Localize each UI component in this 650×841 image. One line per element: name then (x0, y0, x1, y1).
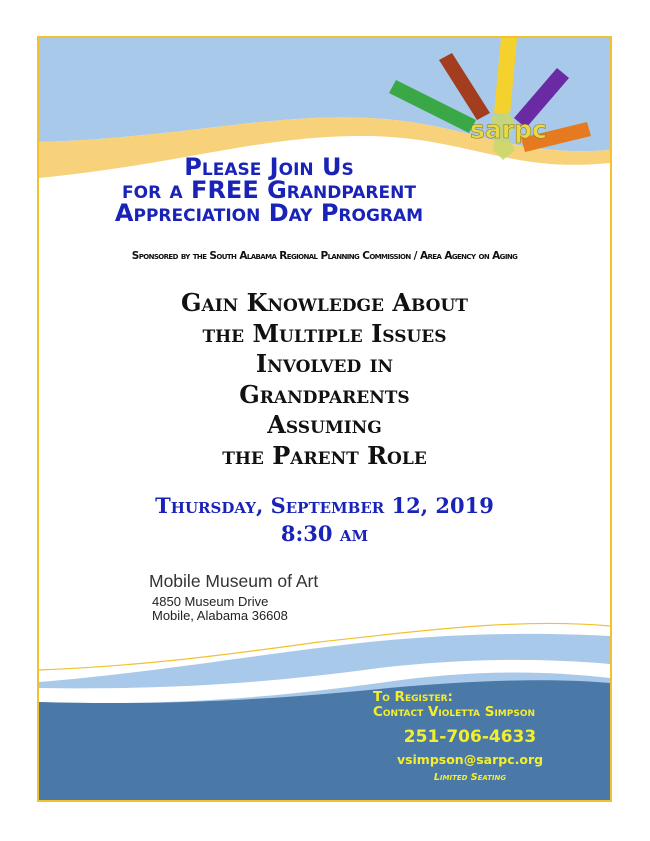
topic-line: Gain Knowledge About (181, 288, 468, 317)
register-heading: To Register: (373, 689, 453, 705)
topic-line: Grandparents (239, 379, 410, 409)
event-time: 8:30 am (280, 521, 369, 546)
invite-line: for a FREE Grandparent (122, 176, 416, 204)
limited-seating-note: Limited Seating (433, 772, 507, 783)
invite-headline (39, 153, 499, 227)
sarpc-logo: sarpc (470, 115, 547, 144)
register-email[interactable]: vsimpson@sarpc.org (396, 752, 544, 767)
topic-block (39, 288, 610, 471)
register-contact: Contact Violetta Simpson (373, 704, 536, 720)
invite-line: Please Join Us (184, 153, 354, 181)
topic-line: the Parent Role (222, 440, 427, 470)
venue-city: Mobile, Alabama 36608 (152, 608, 288, 623)
event-datetime (39, 492, 610, 548)
register-heading-block (373, 690, 535, 720)
sponsor-line: Sponsored by the South Alabama Regional Planning Commission / Area Agency on Aging (131, 250, 518, 262)
topic-line: Assuming (267, 410, 382, 439)
event-date: Thursday, September 12, 2019 (155, 493, 494, 518)
flyer (37, 36, 612, 802)
venue-street: 4850 Museum Drive (152, 594, 269, 609)
invite-line: Appreciation Day Program (114, 199, 424, 227)
topic-line: the Multiple Issues (202, 318, 447, 348)
venue-address (152, 595, 288, 623)
topic-line: Involved in (255, 349, 394, 378)
venue-name: Mobile Museum of Art (149, 571, 319, 591)
register-phone[interactable]: 251-706-4633 (403, 727, 537, 747)
